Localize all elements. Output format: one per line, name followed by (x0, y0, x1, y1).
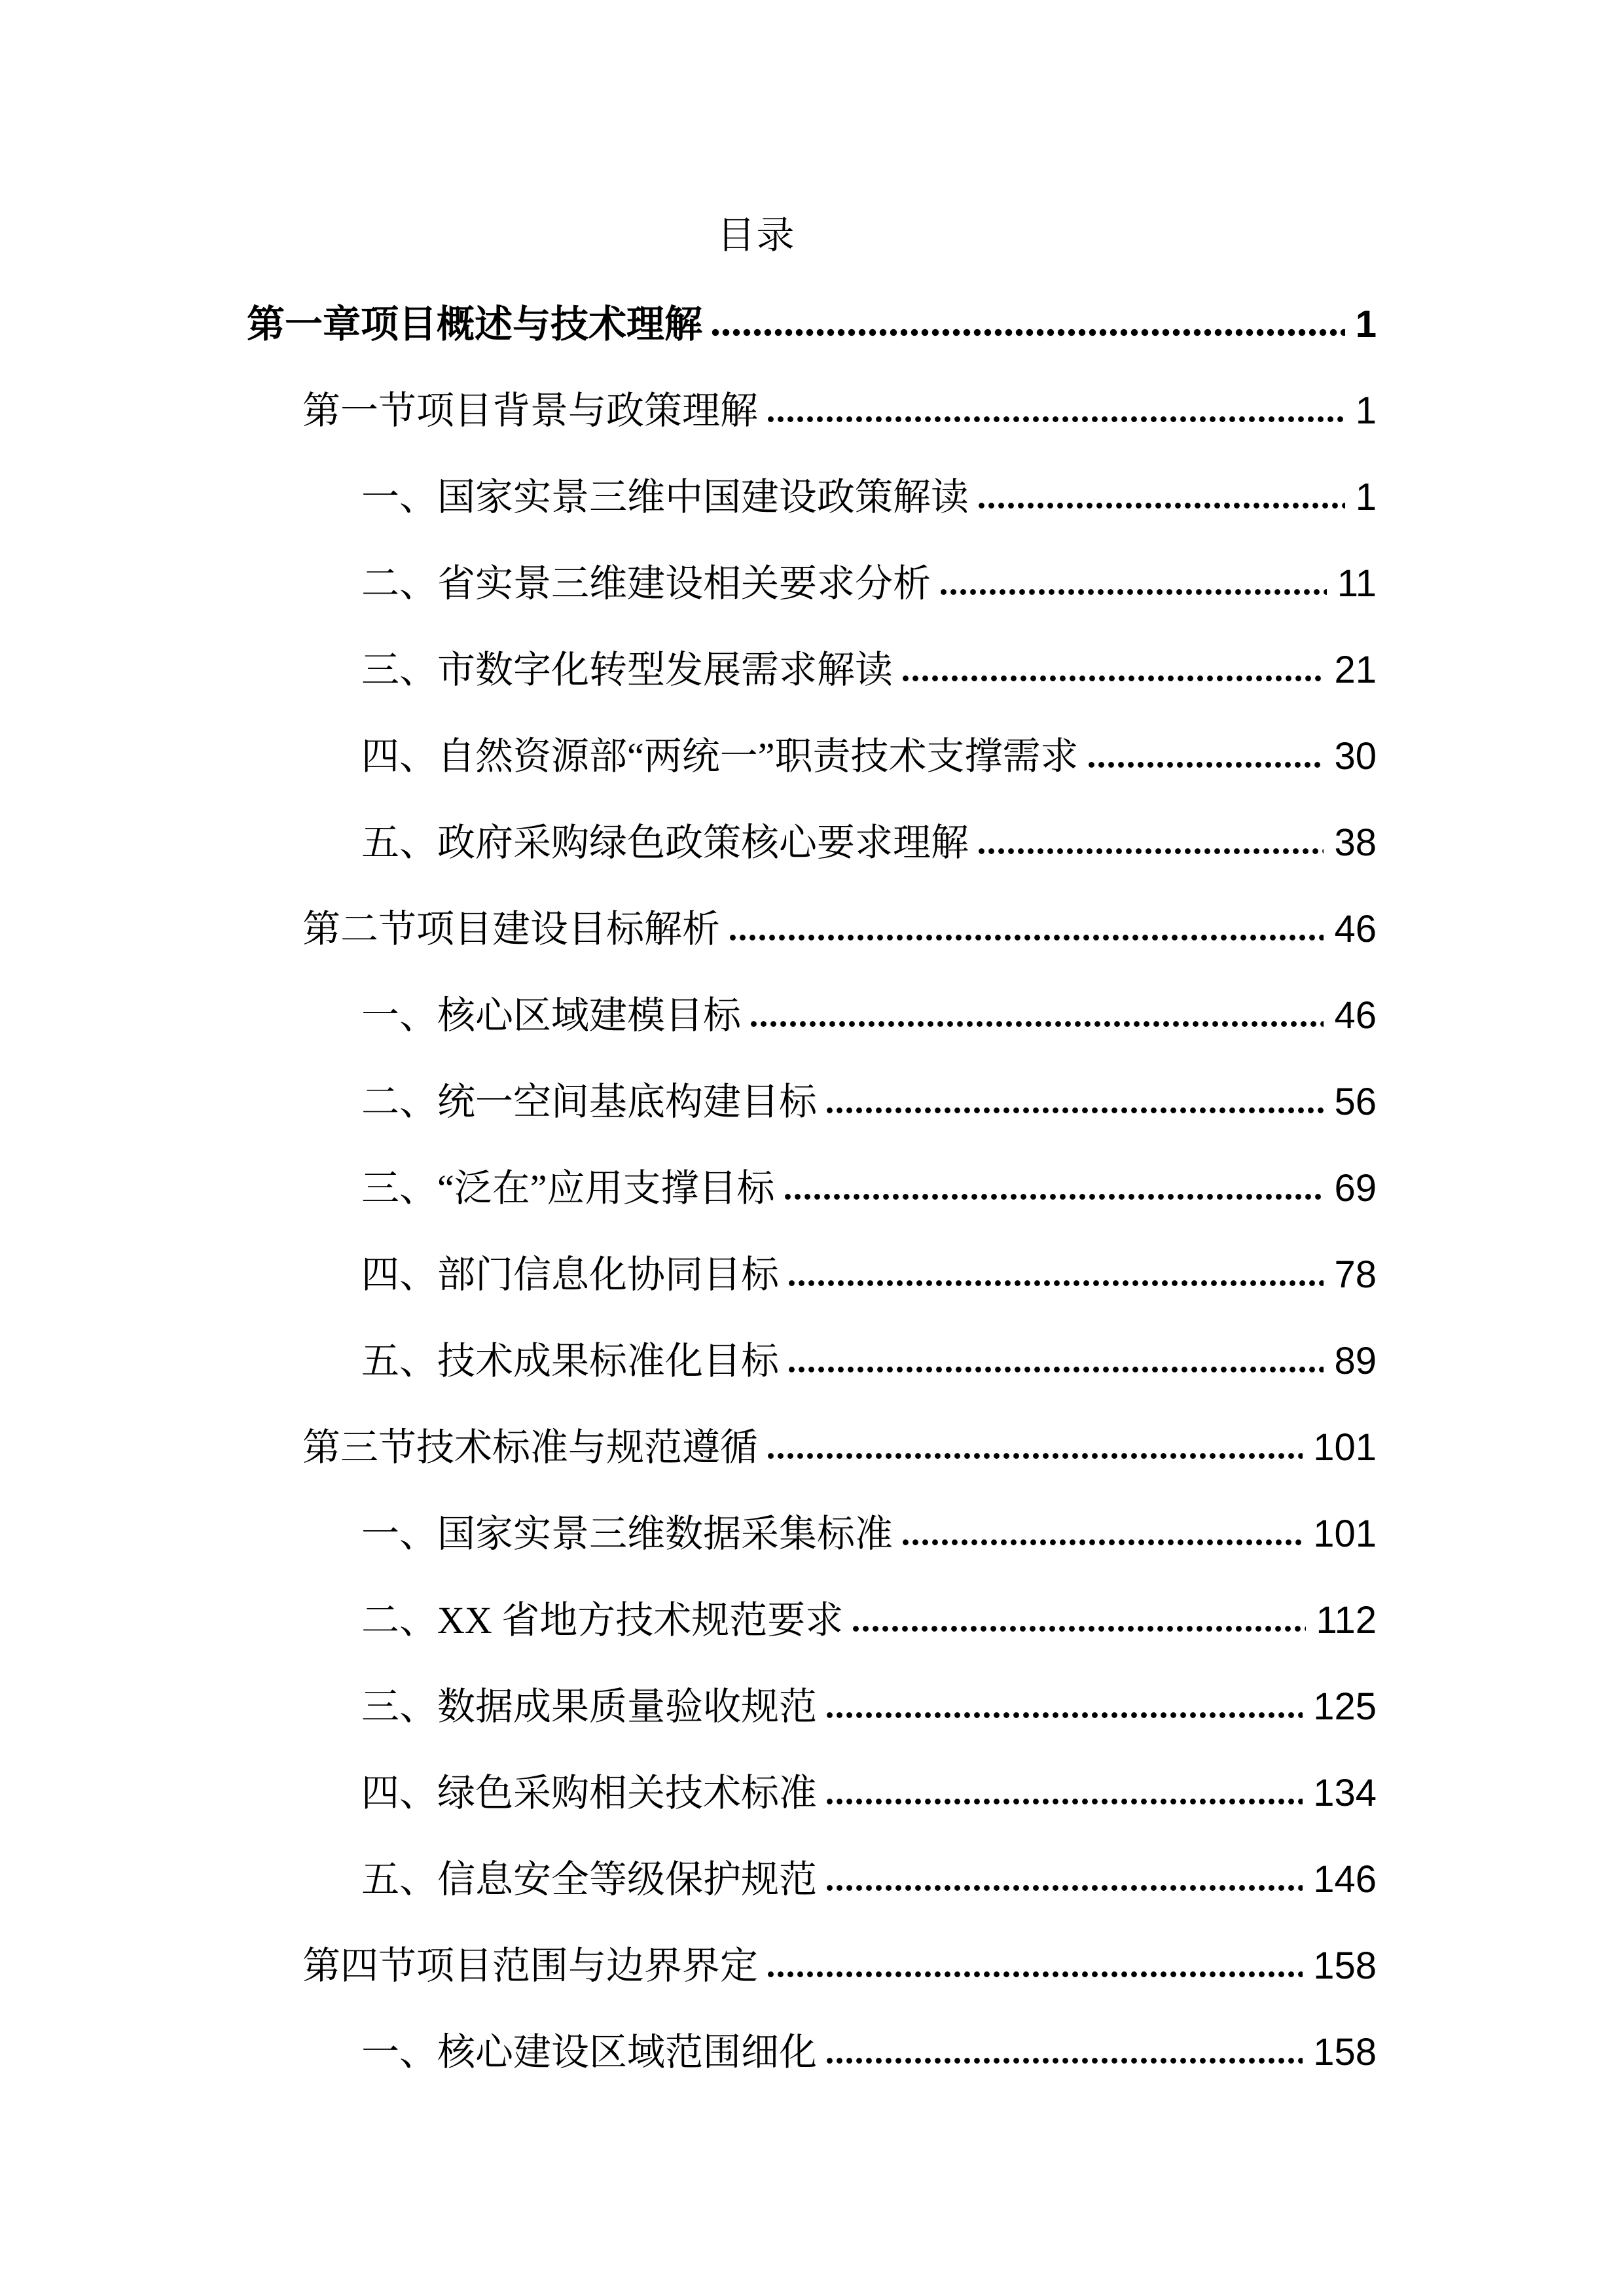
toc-dot-leader (825, 2009, 1303, 2096)
toc-entry[interactable] (247, 1491, 1377, 1577)
toc-dot-leader (766, 368, 1345, 454)
toc-list (247, 281, 1377, 2096)
page-title: 目录 (717, 214, 796, 257)
toc-page-number: 89 (1334, 1340, 1377, 1382)
toc-page-number: 146 (1313, 1858, 1377, 1901)
toc-page-number: 125 (1313, 1685, 1377, 1728)
toc-entry-title: 一、核心建设区域范围细化 (361, 2031, 818, 2073)
toc-entry[interactable] (247, 1232, 1377, 1318)
toc-page-number: 46 (1334, 908, 1377, 950)
toc-entry[interactable] (247, 1664, 1377, 1750)
toc-dot-leader (851, 1577, 1305, 1664)
toc-page-number: 1 (1355, 476, 1377, 518)
toc-entry-title: 一、国家实景三维数据采集标准 (361, 1513, 893, 1555)
toc-entry-title: 三、市数字化转型发展需求解读 (361, 649, 893, 691)
toc-page-number: 134 (1313, 1772, 1377, 1814)
toc-entry[interactable] (247, 1405, 1377, 1491)
toc-entry-title: 二、省实景三维建设相关要求分析 (361, 562, 931, 605)
toc-page-number: 21 (1334, 649, 1377, 691)
toc-entry-title: 四、绿色采购相关技术标准 (361, 1772, 818, 1814)
toc-dot-leader (787, 1318, 1324, 1405)
toc-entry-title: 四、自然资源部“两统一”职责技术支撑需求 (361, 735, 1079, 778)
toc-dot-leader (749, 973, 1324, 1059)
toc-dot-leader (939, 541, 1327, 627)
toc-dot-leader (783, 1145, 1324, 1232)
toc-entry[interactable] (247, 1577, 1377, 1664)
toc-dot-leader (901, 1491, 1303, 1577)
toc-entry-title: 五、政府采购绿色政策核心要求理解 (361, 821, 969, 864)
toc-page-number: 38 (1334, 821, 1377, 864)
toc-entry-title: 一、国家实景三维中国建设政策解读 (361, 476, 969, 518)
toc-entry-title: 四、部门信息化协同目标 (361, 1253, 780, 1296)
toc-dot-leader (901, 627, 1324, 713)
toc-page-number: 1 (1355, 389, 1377, 432)
toc-entry[interactable] (247, 1837, 1377, 1923)
toc-page-number: 11 (1337, 562, 1377, 605)
toc-dot-leader (710, 281, 1345, 368)
toc-page-number: 158 (1313, 1945, 1377, 1987)
toc-entry-title: 二、统一空间基底构建目标 (361, 1081, 818, 1123)
toc-dot-leader (977, 800, 1324, 886)
toc-entry[interactable] (247, 1923, 1377, 2009)
toc-page-number: 101 (1313, 1426, 1377, 1469)
toc-dot-leader (977, 454, 1345, 541)
toc-entry-title: 第三节技术标准与规范遵循 (302, 1426, 759, 1469)
toc-entry[interactable] (247, 1145, 1377, 1232)
toc-page-number: 69 (1334, 1167, 1377, 1210)
toc-entry[interactable] (247, 368, 1377, 454)
toc-page-number: 1 (1355, 303, 1377, 346)
toc-entry-title: 第一章项目概述与技术理解 (247, 303, 703, 346)
toc-dot-leader (825, 1750, 1303, 1837)
toc-entry[interactable] (247, 886, 1377, 973)
toc-entry[interactable] (247, 541, 1377, 627)
toc-entry[interactable] (247, 454, 1377, 541)
toc-page-number: 56 (1334, 1081, 1377, 1123)
toc-entry[interactable] (247, 627, 1377, 713)
toc-entry[interactable] (247, 713, 1377, 800)
toc-dot-leader (825, 1837, 1303, 1923)
toc-page-number: 101 (1313, 1513, 1377, 1555)
toc-dot-leader (766, 1405, 1303, 1491)
toc-entry-title: 第四节项目范围与边界界定 (302, 1945, 759, 1987)
toc-page-number: 112 (1316, 1599, 1377, 1641)
toc-dot-leader (787, 1232, 1324, 1318)
toc-dot-leader (1087, 713, 1324, 800)
toc-entry[interactable] (247, 2009, 1377, 2096)
toc-entry-title: 五、技术成果标准化目标 (361, 1340, 780, 1382)
toc-page-number: 30 (1334, 735, 1377, 778)
toc-page-number: 78 (1334, 1253, 1377, 1296)
toc-entry[interactable] (247, 800, 1377, 886)
toc-entry[interactable] (247, 281, 1377, 368)
toc-entry-title: 三、数据成果质量验收规范 (361, 1685, 818, 1728)
toc-dot-leader (728, 886, 1324, 973)
toc-entry-title: 第一节项目背景与政策理解 (302, 389, 759, 432)
toc-page-number: 158 (1313, 2031, 1377, 2073)
toc-entry-title: 五、信息安全等级保护规范 (361, 1858, 818, 1901)
toc-dot-leader (766, 1923, 1303, 2009)
toc-dot-leader (825, 1664, 1303, 1750)
toc-entry[interactable] (247, 973, 1377, 1059)
toc-entry-title: 三、“泛在”应用支撑目标 (361, 1167, 775, 1210)
toc-dot-leader (825, 1059, 1324, 1145)
toc-entry[interactable] (247, 1750, 1377, 1837)
toc-entry-title: 第二节项目建设目标解析 (302, 908, 721, 950)
toc-entry-title: 二、XX 省地方技术规范要求 (361, 1599, 844, 1641)
toc-entry-title: 一、核心区域建模目标 (361, 994, 742, 1037)
toc-page-number: 46 (1334, 994, 1377, 1037)
toc-entry[interactable] (247, 1059, 1377, 1145)
toc-entry[interactable] (247, 1318, 1377, 1405)
